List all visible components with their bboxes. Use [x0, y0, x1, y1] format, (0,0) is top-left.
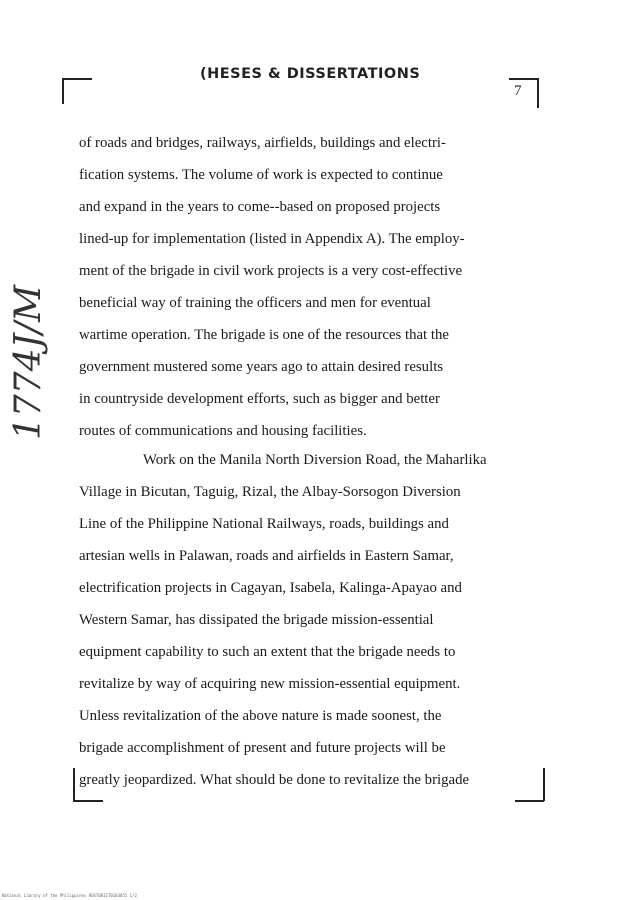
paragraph1-line: ment of the brigade in civil work projects is a very cost-effective — [79, 263, 463, 279]
top-left-bracket-h — [62, 78, 92, 80]
paragraph1-line: fication systems. The volume of work is expected to continue — [79, 167, 443, 183]
paragraph2-line: equipment capability to such an extent that the brigade needs to — [79, 644, 456, 660]
paragraph1-line: beneficial way of training the officers and men for eventual — [79, 295, 431, 311]
paragraph1-line: routes of communications and housing facilities. — [79, 423, 367, 439]
top-right-bracket-v — [537, 78, 539, 108]
paragraph2-line: revitalize by way of acquiring new mission-essential equipment. — [79, 676, 461, 692]
paragraph1-line: in countryside development efforts, such as bigger and better — [79, 391, 440, 407]
theses-stamp: (HESES & DISSERTATIONS — [200, 66, 421, 82]
bottom-left-bracket-v — [73, 768, 75, 801]
bottom-left-bracket-h — [73, 800, 103, 802]
paragraph1-line: lined-up for implementation (listed in Appendix A). The employ- — [79, 231, 465, 247]
top-left-bracket-v — [62, 78, 64, 104]
footer-archive-note: National Library of the Philippines RUST0011T0103855 1/2 — [2, 893, 137, 898]
page-number: 7 — [514, 83, 522, 99]
paragraph1-line: wartime operation. The brigade is one of the resources that the — [79, 327, 449, 343]
paragraph2-line: greatly jeopardized. What should be done to revitalize the brigade — [79, 772, 470, 788]
paragraph2-line: Unless revitalization of the above nature is made soonest, the — [79, 708, 442, 724]
paragraph2-line: brigade accomplishment of present and future projects will be — [79, 740, 446, 756]
paragraph1-line: government mustered some years ago to attain desired results — [79, 359, 444, 375]
paragraph1-line: of roads and bridges, railways, airfields, buildings and electri- — [79, 135, 446, 151]
top-right-bracket-h — [509, 78, 538, 80]
handwritten-margin-note: 1774J/M — [8, 284, 49, 440]
bottom-right-bracket-h — [515, 800, 544, 802]
paragraph2-line: Western Samar, has dissipated the brigade mission-essential — [79, 612, 434, 628]
paragraph2-line: electrification projects in Cagayan, Isabela, Kalinga-Apayao and — [79, 580, 462, 596]
paragraph2-line: Village in Bicutan, Taguig, Rizal, the Albay-Sorsogon Diversion — [79, 484, 461, 500]
paragraph1-line: and expand in the years to come--based on proposed projects — [79, 199, 441, 215]
paragraph2-line: Work on the Manila North Diversion Road, the Maharlika — [143, 452, 487, 468]
paragraph2-line: Line of the Philippine National Railways, roads, buildings and — [79, 516, 449, 532]
paragraph2-line: artesian wells in Palawan, roads and airfields in Eastern Samar, — [79, 548, 454, 564]
